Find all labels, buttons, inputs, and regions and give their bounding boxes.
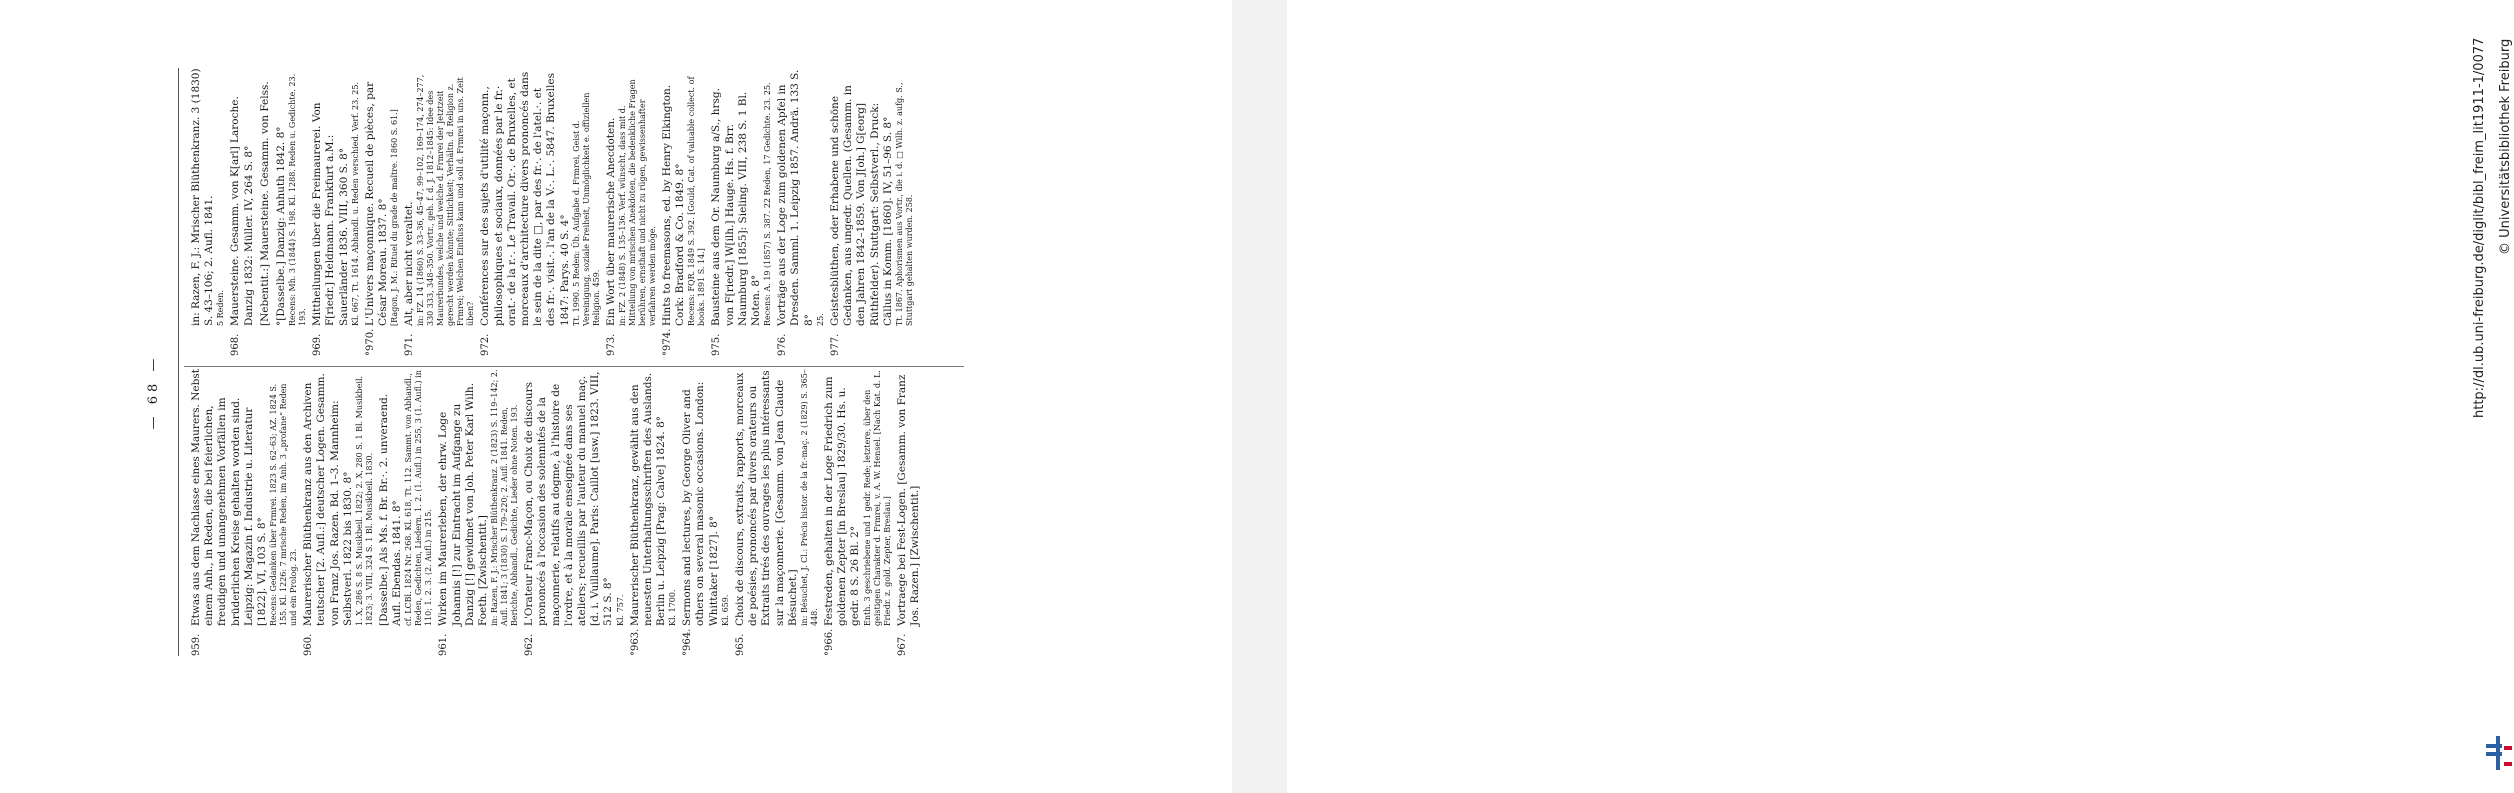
header-rule	[178, 68, 179, 656]
entry-text: [Nebentit.:] Mauersteine. Gesamm. von Felss.	[258, 81, 271, 326]
bibliography-entry	[710, 68, 773, 356]
scanned-page	[0, 0, 1230, 793]
entry-note: 5 Reden.	[216, 290, 226, 326]
rotated-text-block	[138, 68, 978, 692]
bibliography-entry	[275, 68, 308, 356]
bibliography-entry	[829, 68, 915, 356]
entry-note: Kl. 667, Tt. 1614. Abhandl. u. Reden verschied. Verf. 23. 25.	[350, 81, 360, 326]
entry-number: 961.	[438, 633, 450, 656]
entry-note: in: Razen, F. J.: Mrischer Blüthenkranz. 2 (1823) S. 119–142; 2. Aufl. 1841; 3 (1830) S. 179–220; 2. Aufl. 1841. Reden, Berichte, Abhandl., Gedichte, Lieder ohne Noten. 193.	[490, 369, 520, 626]
entry-number: 976.	[777, 333, 789, 356]
entry-number: 977.	[829, 333, 841, 356]
source-url[interactable]: http://dl.ub.uni-freiburg.de/diglit/bibl_freim_lit1911-1/0077	[2472, 37, 2487, 418]
bibliography-entry	[661, 68, 707, 356]
entry-text: L'Univers maçonnique. Recueil de pièces, par César Moreau. 1837. 8°	[363, 81, 390, 326]
entry-note: Recens: Gedanken über Frmrei. 1823 S. 62–63; AZ. 1824 S. 155. Kl. 1226: 7 mrische Reden, im Anh. 3 „profane“ Reden und ein Prolog. 23.	[269, 383, 299, 626]
entry-note: in: FZ. 14 (1860) S. 33–36, 45–47, 99–102, 169–174, 274–277, 330 333, 348–350. Vortr., geh. f. d. J. 1812–1845: Idee des Maurerbundes, welche und welche d. Frmrei der Jetztzeit gerecht werden könnte; Sittlichkeit; Verhältn. d. Religion z. Frmrei; Welchen Einfluss kann und soll d. Frmrei in uns. Zeit üben?	[416, 74, 476, 326]
bibliography-entry	[403, 68, 476, 356]
bibliography-entry	[605, 68, 658, 356]
entry-text: Geistesblüthen, oder Erhabene und schöne Gedanken, aus ungedr. Quellen. (Gesamm. in den Jahren 1842–1859. Von J[oh.] G[eorg] Rüthfelder). Stuttgart: Selbstverl., Druck: Cällus in Komm. [1860]. IV, 51–96 S. 8°	[828, 85, 894, 326]
entry-text: Bausteine aus dem Or. Naumburg a/S., hrsg. von F[riedr.] W[ilh.] Hauge. Hs. f. Brr. Naumburg [1855]: Sieling. VIII, 238 S. 1 Bl. Noten. 8°	[710, 88, 763, 326]
entry-note: Kl. 659.	[720, 594, 730, 626]
entry-text: Ein Wort über maurerische Anecdoten.	[604, 117, 617, 326]
entry-note: Recens: A. 19 (1857) S. 387. 22 Reden, 17 Gedichte. 23. 25.	[763, 82, 773, 326]
entry-number: 973.	[605, 333, 617, 356]
entry-text: Maurerischer Blüthenkranz aus den Archiven teutscher [2. Aufl.:] deutscher Logen. Gesamm. von Franz Jos. Razen. Bd. 1–3. Mannheim: Selbstverl. 1822 bis 1830. 8°	[302, 373, 354, 626]
bibliography-entry	[259, 68, 272, 356]
entry-number: 962.	[524, 633, 536, 656]
entry-note: cf. LCBl. 1824 Nr. 268. Kl. 618, Tt. 112. Sammt. von Abhandl., Reden, Gedichten, Liedern. 1. 2. (1. Aufl.) in 255, 3 (1. Aufl.) in 110; 1. 2. 3. (2. Aufl.) in 215.	[404, 370, 434, 626]
bibliography-entry	[523, 368, 625, 656]
entry-note: Enth. 3 geschriebene und 1 gedr. Rede; letztere, über den geistigen Charakter d. Frmrei, v. A. W. Hensel. [Nach Kat. d. L. Friedr. z. gold. Zepter, Breslau.]	[862, 370, 892, 626]
entry-number: °970.	[364, 328, 376, 356]
entry-note: [Ragon, J. M.: Rituel du grade de maître. 1860 S. 61.]	[390, 109, 400, 326]
entry-number: 965.	[734, 633, 746, 656]
bibliography-entry	[734, 368, 820, 656]
entry-number: 959.	[191, 633, 202, 656]
entry-text: Wirken im Maurerleben, der ehrw. Loge Johannis [!] zur Eintracht im Aufgange zu Danzig [!] gewidmet von Joh. Peter Karl Wilh. Foeth. [Zwischentit.]	[437, 382, 490, 626]
bibliography-entry	[776, 68, 826, 356]
entry-text: Vortraege bei Fest-Logen. [Gesamm. von Franz Jos. Razen.] [Zwischentit.]	[895, 374, 921, 626]
copyright-notice: © Universitätsbibliothek Freiburg	[2498, 38, 2513, 255]
entry-number: °974.	[662, 328, 674, 356]
entry-note: Tt. 1867. Aphorismen aus Vortr., die i. d. □ Wilh. z. aufg. S., Stuttgart gehalten wurden. 258.	[894, 82, 914, 326]
bibliography-entry	[311, 68, 361, 356]
entry-note: 25.	[815, 313, 825, 326]
bibliography-entry	[364, 68, 400, 356]
bibliography-entry	[896, 368, 922, 656]
right-column	[190, 68, 918, 356]
entry-text: Etwas aus dem Nachlasse eines Maurers. Nebst einem Anh., in Reden, die bei feierlichen, freudigen und unangenehmen Vorfällen im brüderlichen Kreise gehalten worden sind. Leipzig: Magazin f. Industrie u. Literatur [1822]. VI, 103 S. 8°	[190, 369, 269, 626]
entry-text: in: Razen, F. J.: Mrischer Blüthenkranz. 3 (1830) S. 43–106; 2. Aufl. 1841.	[190, 68, 216, 326]
entry-number: 968.	[230, 333, 242, 356]
entry-number: 960.	[303, 633, 315, 656]
bibliography-entry	[681, 368, 731, 656]
entry-note: Tt. 1990. 5 Reden: Üb. Aufgabe d. Frmrei, Geist d. Vereinigung, soziale Freiheit, Unmöglichkeit e. offiziellen Religion. 459.	[571, 92, 601, 326]
entry-note: in: FZ. 2 (1848) S. 135–136. Verf. wünscht, dass mit d. Mitteilung von mrischen Anekdoten, die bedenkliche Fragen berühren, ernsthaft und nicht zu rügen, gewissenhafter verfahren werden möge.	[618, 79, 658, 326]
entry-text: Mittheilungen über die Freimaurerei. Von F[riedr.] Heldmann. Frankfurt a.M.: Sauerländer 1836. VIII, 360 S. 8°	[311, 102, 350, 326]
entry-text: Conférences sur des sujets d'utilité maçonn., philosophiques et sociaux, données par le fr.· orat.· de la r.·. Le Travail. Or.·. de Bruxelles, et morceaux d'architecture divers prononcés dans le sein de la dite □, par des fr.·. de l'atel.·. et des fr.·. visit.·. l'an de la V.·. L.·. 5847. Bruxelles 1847: Parys. 40 S. 4°	[479, 71, 571, 326]
bibliography-entry	[378, 368, 434, 656]
bibliography-entry	[437, 368, 520, 656]
bibliography-entry	[479, 68, 601, 356]
entry-text: Mauersteine. Gesamm. von K[arl] Laroche. Danzig 1832: Müller. IV, 264 S. 8°	[229, 96, 255, 326]
page-header: — 68 —	[146, 354, 161, 430]
entry-text: Festreden, gehalten in der Loge Friedrich zum goldenen Zepter [in Breslau] 1829/30. Hs. u. gedr. 8 S. 26 Bl. 2°	[822, 376, 862, 626]
entry-note: Kl. 757.	[615, 594, 625, 626]
entry-number: °966.	[823, 628, 835, 656]
entry-note: 1. X, 286 S. 8 S. Musikbeil. 1822; 2. X, 280 S. 1 Bl. Musikbeil. 1823; 3. VIII, 324 S. 1 Bl. Musikbeil. 1830.	[355, 375, 375, 626]
entry-note: Recens: Mh. 3 (1844) S. 198. Kl. 1288. Reden u. Gedichte. 23. 193.	[288, 73, 308, 326]
left-column	[190, 368, 925, 656]
entry-text: [Dasselbe.] Als Ms. f. Br. Br.·. 2. unveraend. Aufl. Ebendas. 1841. 8°	[378, 393, 404, 626]
entry-note: Recens: FQR. 1849 S. 392. [Gould, Cat. of valuable collect. of books. 1891 S. 14.]	[687, 76, 707, 326]
bibliography-entry	[823, 368, 893, 656]
entry-number: 972.	[480, 333, 492, 356]
entry-number: 971.	[404, 333, 416, 356]
entry-text: Vorträge aus der Loge zum goldenen Apfel in Dresden. Samml. 1. Leipzig 1857. Andrä. 133 S. 8°	[776, 69, 815, 326]
library-logo-icon	[2484, 732, 2514, 776]
entry-number: 969.	[312, 333, 324, 356]
entry-text: °[Dasselbe.] Danzig: Anhuth 1842. 8°	[275, 126, 288, 326]
bibliography-entry	[190, 368, 299, 656]
viewer-sidebar	[1232, 0, 2513, 793]
entry-text: Hints to freemasons, ed. by Henry Elkington. Cork: Bradford & Co. 1849. 8°	[661, 84, 687, 326]
bibliography-entry	[229, 68, 255, 356]
entry-text: Maurerischer Blüthenkranz, gewählt aus den neuesten Unterhaltungsschriften des Auslands. Berlin u. Leipzig [Prag: Calve] 1824. 8°	[628, 372, 668, 626]
bibliography-entry	[190, 68, 226, 356]
entry-text: Alt, aber nicht veraltet.	[403, 201, 416, 326]
bibliography-entry	[629, 368, 679, 656]
entry-text: L'Orateur Franc-Maçon, ou Choix de discours prononcés à l'occasion des solennités de la maçonnerie, relatifs au dogme, à l'histoire de l'ordre, et à la morale enseignée dans ses ateliers; recueillis par l'auteur du manuel maç. [d. i. Vuillaume]. Paris: Caillot [usw.] 1823. VIII, 512 S. 8°	[523, 371, 615, 626]
entry-number: 975.	[711, 333, 723, 356]
entry-note: in: Bésuchet, J. Cl.: Précis histor. de la fr.-maç. 2 (1829) S. 365–448.	[799, 369, 819, 626]
entry-note: Kl. 1700.	[668, 589, 678, 626]
column-divider	[184, 366, 964, 367]
entry-number: 967.	[896, 633, 908, 656]
entry-number: °964.	[682, 628, 694, 656]
entry-number: °963.	[629, 628, 641, 656]
entry-text: Sermons and lectures, by George Oliver and others on several masonic occasions. London: Whittaker [1827]. 8°	[681, 381, 720, 626]
entry-text: Choix de discours, extraits, rapports, morceaux de poésies, prononcés par divers orateurs ou Extraits tirés des ouvrages les plus intéressants sur la maçonnerie. [Gesamm. von Jean Claude Bésuchet.]	[733, 370, 799, 626]
bibliography-entry	[302, 368, 375, 656]
